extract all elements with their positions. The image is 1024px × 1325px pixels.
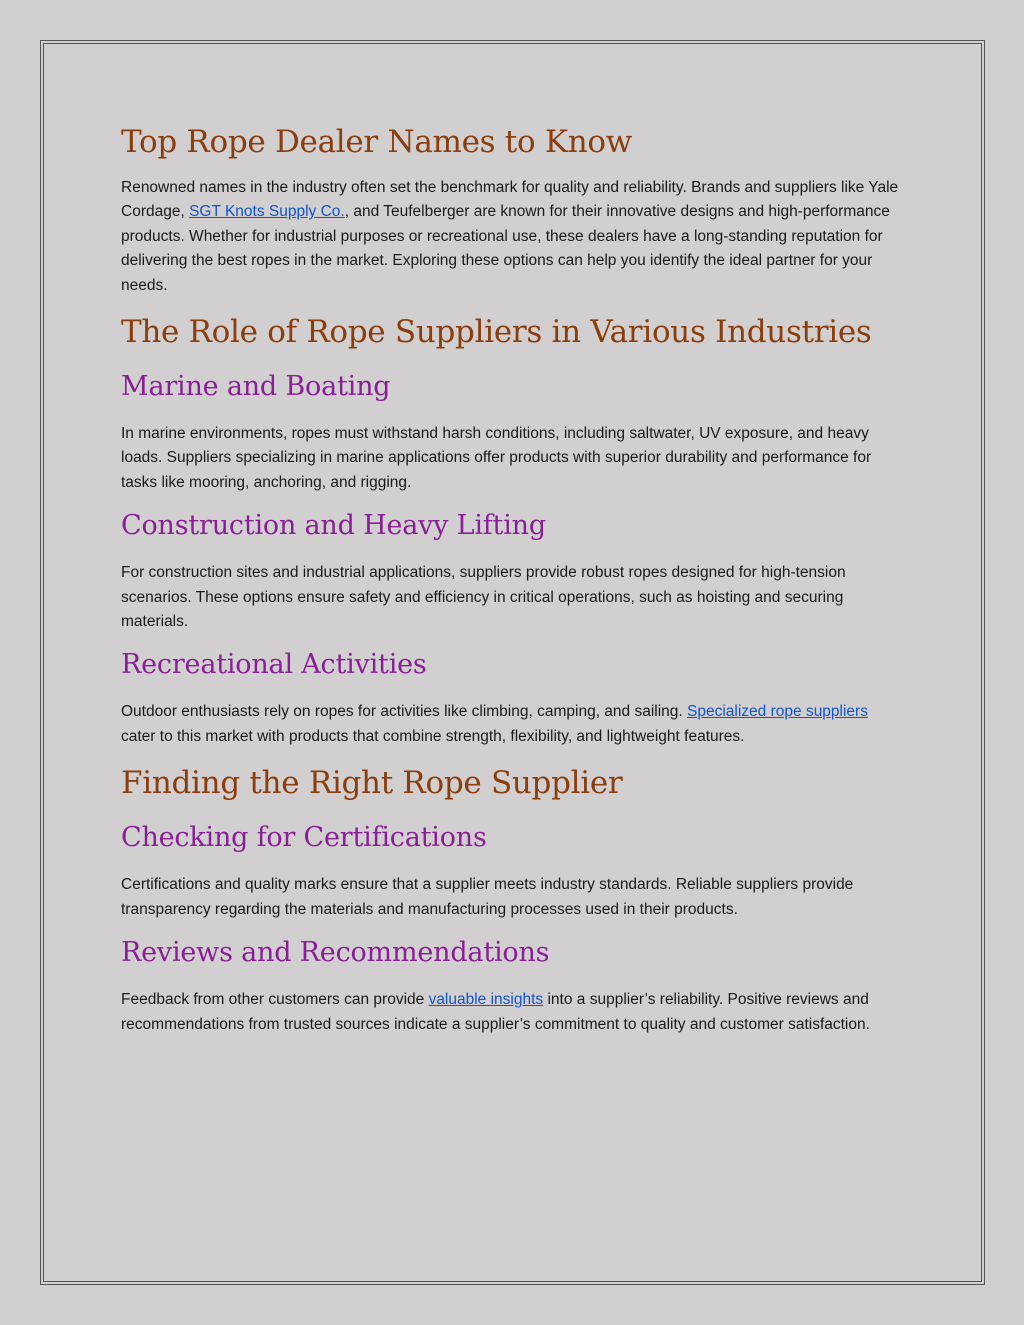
paragraph-top-rope-dealers xyxy=(121,176,906,298)
paragraph-text: cater to this market with products that combine strength, flexibility, and lightweight features. xyxy=(121,727,745,745)
heading-reviews-recommendations: Reviews and Recommendations xyxy=(121,937,550,969)
heading-finding-right-supplier: Finding the Right Rope Supplier xyxy=(121,765,623,802)
paragraph-reviews-recommendations xyxy=(121,988,906,1037)
paragraph-marine-and-boating: In marine environments, ropes must withstand harsh conditions, including saltwater, UV exposure, and heavy loads. Suppliers specializing in marine applications offer products with superior durability and performance for tasks like mooring, anchoring, and rigging. xyxy=(121,425,872,491)
heading-marine-and-boating: Marine and Boating xyxy=(121,371,391,403)
heading-construction: Construction and Heavy Lifting xyxy=(121,510,546,542)
paragraph-text: Outdoor enthusiasts rely on ropes for activities like climbing, camping, and sailing. xyxy=(121,703,688,721)
paragraph-recreational-activities xyxy=(121,700,906,749)
link-valuable-insights[interactable]: valuable insights xyxy=(428,991,544,1009)
paragraph-text: Feedback from other customers can provide xyxy=(121,991,429,1009)
heading-role-of-suppliers: The Role of Rope Suppliers in Various Industries xyxy=(121,314,872,351)
heading-recreational-activities: Recreational Activities xyxy=(121,649,427,681)
heading-top-rope-dealers: Top Rope Dealer Names to Know xyxy=(121,124,633,160)
paragraph-text: into a supplier’s reliability. Positive reviews and recommendations from trusted sources indicate a supplier’s commitment to quality and customer satisfaction. xyxy=(121,991,870,1033)
paragraph-checking-certifications: Certifications and quality marks ensure that a supplier meets industry standards. Reliable suppliers provide transparency regarding the materials and manufacturing processes used in their products. xyxy=(121,876,854,918)
link-specialized-rope-suppliers[interactable]: Specialized rope suppliers xyxy=(687,703,868,721)
document-content xyxy=(121,118,906,1047)
paragraph-text: Renowned names in the industry often set the benchmark for quality and reliability. Brands and suppliers like Yale Cordage, xyxy=(121,179,899,221)
paragraph-construction: For construction sites and industrial applications, suppliers provide robust ropes designed for high-tension scenarios. These options ensure safety and efficiency in critical operations, such as hoisting and securing materials. xyxy=(121,564,846,631)
link-sgt-knots-supply[interactable]: SGT Knots Supply Co. xyxy=(189,203,345,221)
paragraph-text: , and Teufelberger are known for their innovative designs and high-performance products. Whether for industrial purposes or recreational use, these dealers have a long-standing reputation for delivering the best ropes in the market. Exploring these options can help you identify the ideal partner for your needs. xyxy=(121,203,890,294)
heading-checking-certifications: Checking for Certifications xyxy=(121,822,487,854)
